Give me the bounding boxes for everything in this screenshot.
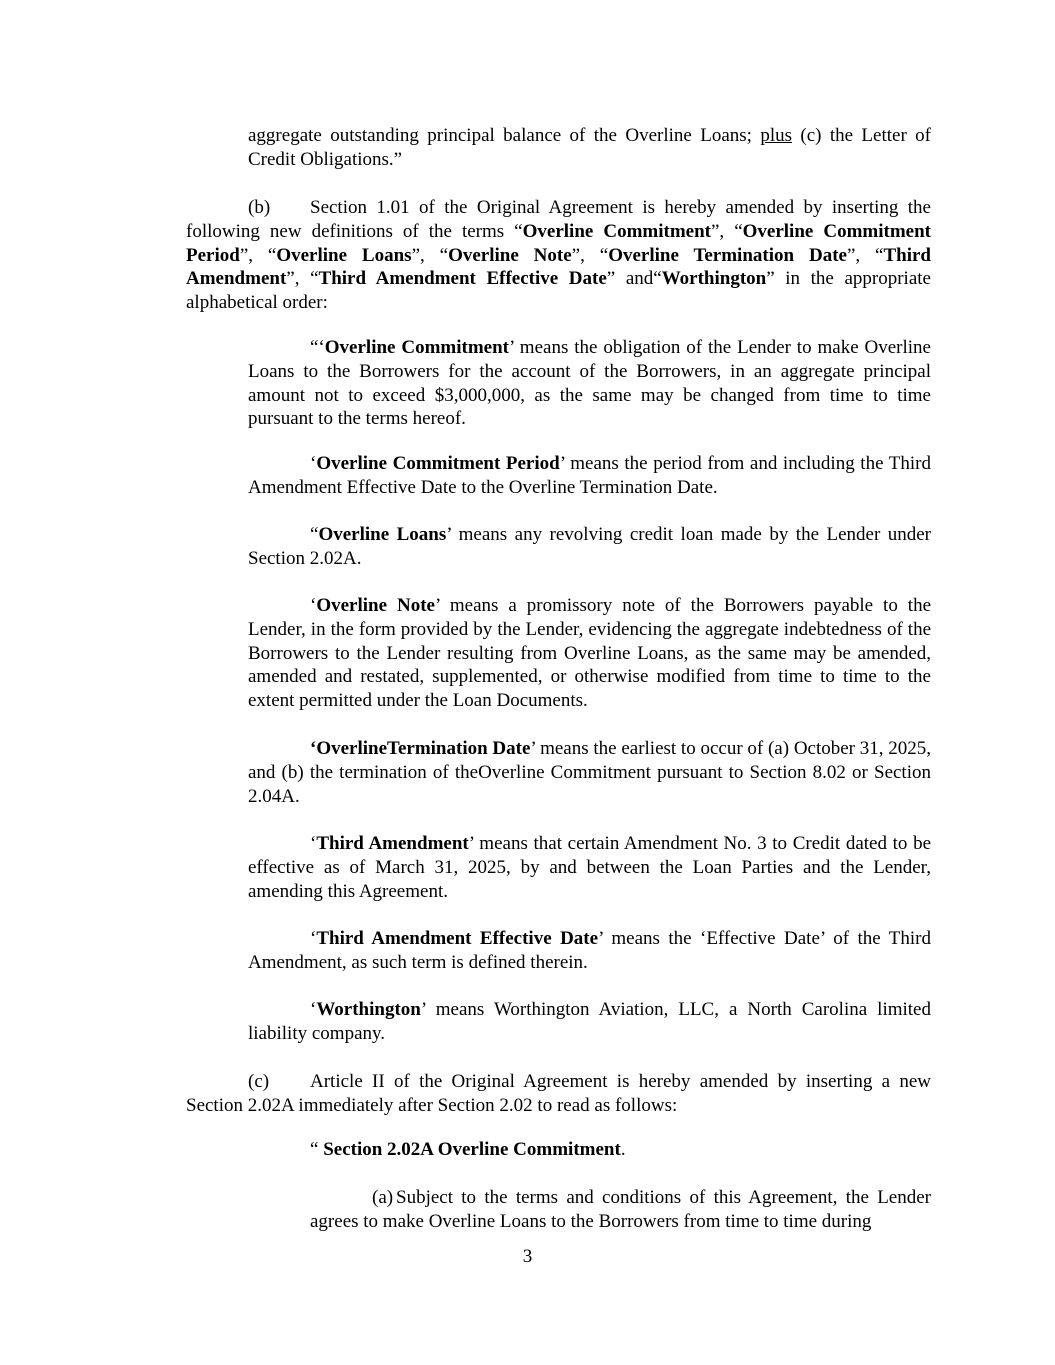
text: ”, “ [239, 244, 277, 266]
paragraph-c-text: Article II of the Original Agreement is hereby amended by inserting a new Section 2.02A immediately after Section 2.02 to read as follows: [186, 1071, 931, 1116]
subsection-a-text: Subject to the terms and conditions of this Agreement, the Lender agrees to make Overline Loans to the Borrowers from time to time during [310, 1187, 931, 1232]
defined-term: ‘OverlineTermination Date [310, 738, 531, 759]
text: Section 1.01 of the Original Agreement is hereby amended by inserting the following new definitions of the terms “ [186, 197, 931, 242]
text: ”, “ [286, 268, 319, 290]
quote: ‘ [310, 595, 317, 616]
term: Third Amendment [186, 244, 931, 290]
term: Third Amendment Effective Date [318, 268, 607, 290]
text: ” in the appropriate alphabetical order: [186, 268, 931, 314]
subsection-a-label: (a) [372, 1187, 394, 1208]
defined-term: Overline Commitment Period [316, 453, 560, 474]
definition-worthington [248, 998, 931, 1046]
definition-overline-note [248, 594, 931, 713]
section-2-02a-heading [310, 1138, 626, 1162]
term: Overline Commitment [522, 220, 711, 242]
paragraph-c-label: (c) [248, 1071, 270, 1092]
quote: “ [310, 524, 319, 545]
quote: ‘ [310, 999, 317, 1020]
definition-text: ’ means the ‘Effective Date’ of the Third Amendment, as such term is defined therein. [248, 928, 931, 973]
definition-overline-loans [248, 523, 931, 571]
paragraph-c [186, 1070, 931, 1118]
definition-text: ’ means the earliest to occur of (a) October 31, 2025, and (b) the termination of theOverline Commitment pursuant to Section 8.02 or Section 2.04A. [248, 738, 932, 807]
definition-text: ’ means the period from and including the Third Amendment Effective Date to the Overline Termination Date. [248, 453, 931, 498]
definition-text: ’ means the obligation of the Lender to make Overline Loans to the Borrowers for the account of the Borrowers, in an aggregate principal amount not to exceed $3,000,000, as the same may be changed from time to time pursuant to the terms hereof. [248, 337, 931, 430]
subsection-a [310, 1186, 931, 1234]
continuation-paragraph [248, 124, 931, 172]
definition-text: ’ means Worthington Aviation, LLC, a North Carolina limited liability company. [248, 999, 931, 1044]
term: Overline Commitment Period [186, 220, 931, 266]
term: Worthington [661, 268, 767, 290]
quote: ‘ [310, 833, 317, 854]
text: ”, “ [710, 220, 743, 242]
defined-term: Overline Note [316, 595, 435, 616]
paragraph-b-label: (b) [248, 197, 271, 218]
plus-underlined: plus [760, 125, 792, 146]
definition-overline-commitment-period [248, 452, 931, 500]
text: ”, “ [411, 244, 449, 266]
defined-term: Third Amendment Effective Date [316, 928, 599, 949]
term: Overline Termination Date [608, 244, 847, 266]
text: ”, “ [846, 244, 884, 266]
definition-text: ’ means any revolving credit loan made by the Lender under Section 2.02A. [248, 524, 931, 569]
quote: “‘ [310, 337, 325, 358]
text: ” and“ [606, 268, 662, 290]
section-title: Section 2.02A Overline Commitment [323, 1139, 621, 1160]
definition-text: ’ means a promissory note of the Borrowers payable to the Lender, in the form provided by the Lender, evidencing the aggregate indebtedness of the Borrowers to the Lender resulting from Overline Loans, as the same may be amended, amended and restated, supplemented, or otherwise modified from time to time to the extent permitted under the Loan Documents. [248, 595, 931, 712]
defined-term: Overline Commitment [324, 337, 509, 358]
period: . [620, 1139, 626, 1160]
definition-overline-commitment [248, 336, 931, 431]
defined-term: Overline Loans [318, 524, 447, 545]
continuation-text-end: (c) the Letter of Credit Obligations.” [248, 125, 931, 170]
term: Overline Note [448, 244, 572, 266]
definition-text: ’ means that certain Amendment No. 3 to Credit dated to be effective as of March 31, 2025, by and between the Loan Parties and the Lender, amending this Agreement. [248, 833, 931, 902]
definition-overline-termination-date [248, 737, 931, 808]
term: Overline Loans [276, 244, 412, 266]
page-number: 3 [522, 1246, 533, 1267]
definition-third-amendment [248, 832, 931, 903]
quote: ‘ [310, 928, 317, 949]
defined-term: Worthington [316, 999, 421, 1020]
quote: “ [310, 1139, 324, 1160]
definition-third-amendment-effective-date [248, 927, 931, 975]
paragraph-b [186, 196, 931, 315]
quote: ‘ [310, 453, 317, 474]
continuation-text: aggregate outstanding principal balance of the Overline Loans; [248, 125, 761, 146]
defined-term: Third Amendment [316, 833, 469, 854]
text: ”, “ [571, 244, 609, 266]
